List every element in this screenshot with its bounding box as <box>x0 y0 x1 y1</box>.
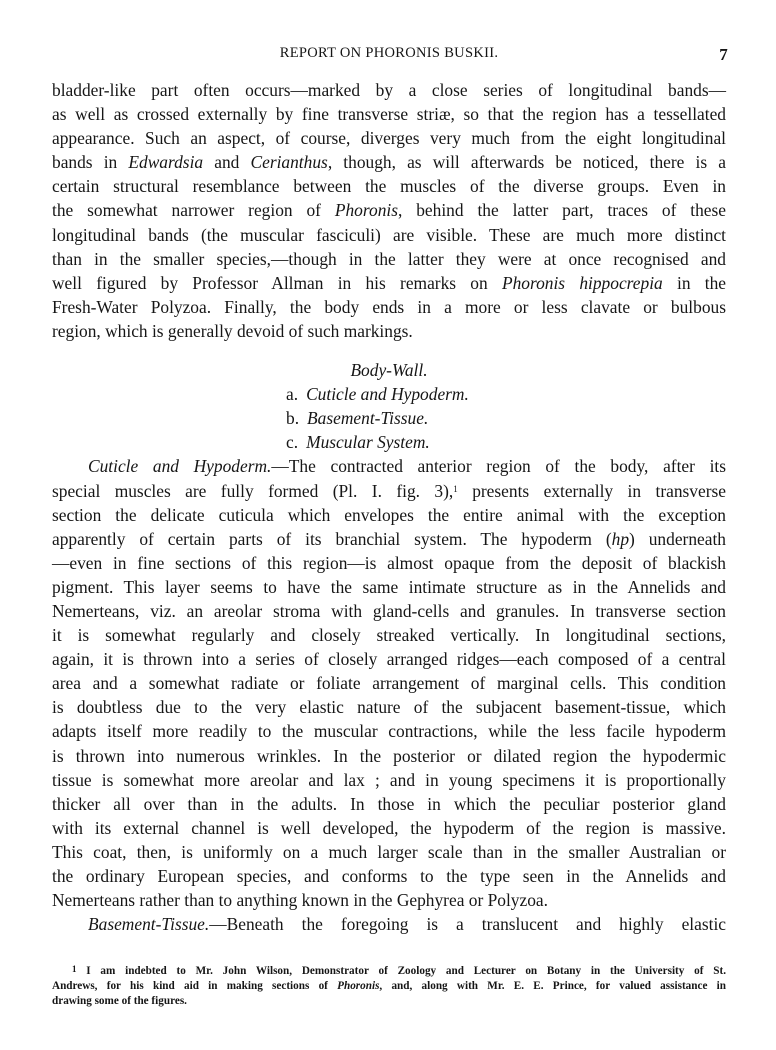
text-line: as well as crossed externally by fine transverse striæ, so that the region has a tessellated <box>52 104 726 125</box>
footnote-line: Andrews, for his kind aid in making sections of Phoronis, and, along with Mr. E. E. Prince, for valued assistance in <box>52 980 726 992</box>
footnote <box>52 964 726 1009</box>
text-line: bladder-like part often occurs—marked by a close series of longitudinal bands— <box>52 80 726 100</box>
outline-text: Basement-Tissue. <box>307 408 429 429</box>
text-line: This coat, then, is uniformly on a much larger scale than in the smaller Australian or <box>52 841 726 862</box>
text-line: is doubtless due to the very elastic nature of the subjacent basement-tissue, which <box>52 697 726 718</box>
outline-item <box>286 382 726 406</box>
text-line: tissue is somewhat more areolar and lax ; and in young specimens it is proportionally <box>52 769 726 790</box>
italic-term: hp <box>611 528 630 549</box>
text-line: adapts itself more readily to the muscular contractions, while the less facile hypoderm <box>52 721 726 742</box>
basement-paragraph <box>52 912 726 936</box>
italic-term: Phoronis <box>337 980 380 992</box>
italic-term: Phoronis hippocrepia <box>501 272 663 293</box>
outline-text: Muscular System. <box>306 432 430 453</box>
text-line: bands in Edwardsia and Cerianthus, though, as will afterwards be noticed, there is a <box>52 152 726 173</box>
text-line: well figured by Professor Allman in his remarks on Phoronis hippocrepia in the <box>52 272 727 293</box>
text-line: thicker all over than in the adults. In those in which the peculiar posterior gland <box>52 793 726 814</box>
italic-term: Phoronis <box>334 200 398 221</box>
outline-label: c. <box>286 432 299 453</box>
page-number: 7 <box>719 45 728 64</box>
text-line: Nemerteans rather than to anything known in the Gephyrea or Polyzoa. <box>52 890 548 911</box>
text-line: Cuticle and Hypoderm.—The contracted anterior region of the body, after its <box>88 456 727 477</box>
text-line: section the delicate cuticula which envelopes the entire animal with the exception <box>52 504 726 525</box>
running-head <box>52 45 726 67</box>
outline-text: Cuticle and Hypoderm. <box>306 384 469 405</box>
text-line: region, which is generally devoid of such markings. <box>52 320 413 341</box>
text-line: again, it is thrown into a series of closely arranged ridges—each composed of a central <box>52 649 726 670</box>
outline-label: b. <box>286 408 300 429</box>
outline-label: a. <box>286 384 299 405</box>
footnote-line: $^1$ I am indebted to Mr. John Wilson, Demonstrator of Zoology and Lecturer on Botany in the University of St. <box>72 964 726 977</box>
section-heading: Body-Wall. <box>350 360 428 381</box>
text-line: appearance. Such an aspect, of course, diverges very much from the eight longitudinal <box>52 128 726 149</box>
text-line: Basement-Tissue.—Beneath the foregoing is a translucent and highly elastic <box>88 914 726 935</box>
italic-term: Cerianthus <box>250 152 328 173</box>
italic-term: Edwardsia <box>128 152 204 173</box>
section-outline <box>286 382 726 454</box>
text-line: with its external channel is well developed, the hypoderm of the region is massive. <box>52 817 726 838</box>
cuticle-paragraph <box>52 454 726 912</box>
text-line: is thrown into numerous wrinkles. In the posterior or dilated region the hypodermic <box>52 745 726 766</box>
text-line: area and a somewhat radiate or foliate arrangement of marginal cells. This condition <box>52 673 726 694</box>
text-line: apparently of certain parts of its branchial system. The hypoderm (hp) underneath <box>52 528 726 549</box>
outline-item <box>286 430 726 454</box>
text-line: it is somewhat regularly and closely streaked vertically. In longitudinal sections, <box>52 625 726 646</box>
text-line: Fresh-Water Polyzoa. Finally, the body ends in a more or less clavate or bulbous <box>52 296 726 317</box>
body-text <box>52 78 726 936</box>
text-line: longitudinal bands (the muscular fasciculi) are visible. These are much more distinct <box>52 224 726 245</box>
text-line: the ordinary European species, and conforms to the type seen in the Annelids and <box>52 866 726 886</box>
footnote-line: drawing some of the figures. <box>52 995 187 1007</box>
text-line: special muscles are fully formed (Pl. I. fig. 3),$^1$ presents externally in transverse <box>52 480 726 501</box>
text-line: —even in fine sections of this region—is almost opaque from the deposit of blackish <box>52 552 726 573</box>
footnote-marker: 1 <box>453 483 458 494</box>
text-line: certain structural resemblance between the muscles of the diverse groups. Even in <box>52 176 726 197</box>
italic-term: Basement-Tissue. <box>88 914 210 935</box>
italic-term: Cuticle and Hypoderm. <box>88 456 272 477</box>
text-line: pigment. This layer seems to have the same intimate structure as in the Annelids and <box>52 576 726 597</box>
running-title: REPORT ON PHORONIS BUSKII. <box>279 45 499 61</box>
outline-item <box>286 406 726 430</box>
text-line: than in the smaller species,—though in the latter they were at once recognised and <box>52 248 726 269</box>
text-line: the somewhat narrower region of Phoronis, behind the latter part, traces of these <box>52 200 726 221</box>
footnote-marker: 1 <box>72 964 77 974</box>
intro-paragraph <box>52 78 726 343</box>
text-line: Nemerteans, viz. an areolar stroma with gland-cells and granules. In transverse section <box>52 600 726 621</box>
